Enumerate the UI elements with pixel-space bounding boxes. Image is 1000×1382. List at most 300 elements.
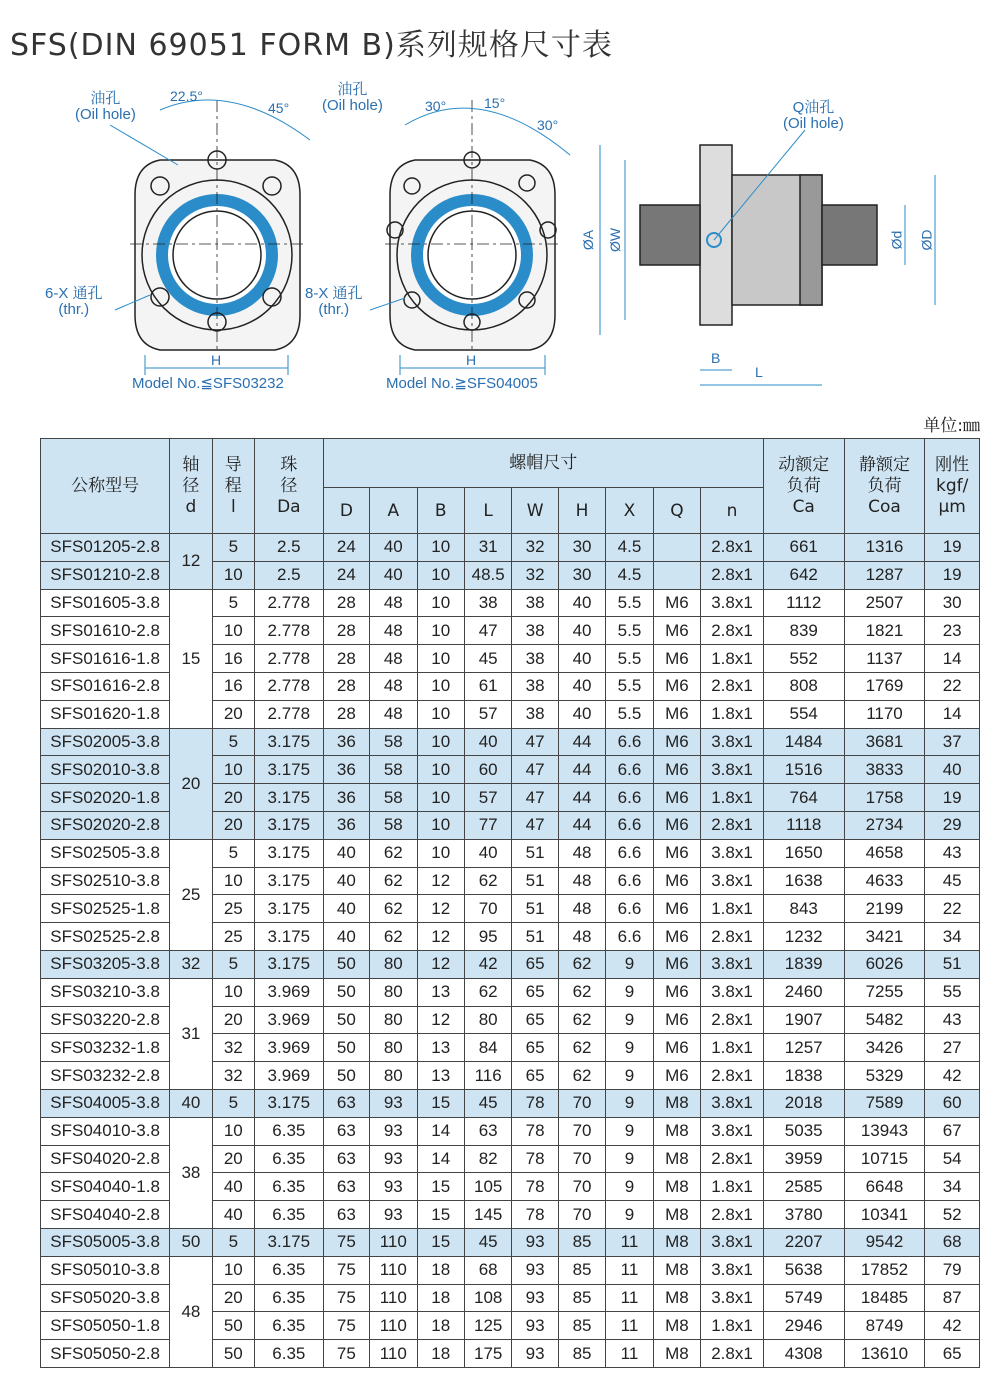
value-cell: 50 — [323, 1006, 369, 1034]
value-cell: 2460 — [763, 978, 844, 1006]
value-cell: 4658 — [844, 839, 925, 867]
shaft-diameter-cell: 50 — [170, 1228, 212, 1256]
value-cell: 764 — [763, 784, 844, 812]
value-cell: 23 — [925, 617, 980, 645]
value-cell: 40 — [558, 589, 605, 617]
table-row — [41, 534, 980, 562]
nut-side-view — [600, 130, 935, 385]
value-cell: 42 — [925, 1062, 980, 1090]
left-angle-a: 22.5° — [170, 88, 203, 104]
value-cell: 110 — [370, 1256, 417, 1284]
model-cell: SFS01210-2.8 — [41, 561, 170, 589]
value-cell: 2507 — [844, 589, 925, 617]
value-cell: 31 — [464, 534, 511, 562]
value-cell: 85 — [558, 1284, 605, 1312]
value-cell: 3.8x1 — [701, 1117, 764, 1145]
shaft-diameter-cell: 32 — [170, 950, 212, 978]
shaft-diameter-cell: 25 — [170, 839, 212, 950]
model-cell: SFS03232-2.8 — [41, 1062, 170, 1090]
value-cell: 5482 — [844, 1006, 925, 1034]
value-cell: M8 — [653, 1228, 700, 1256]
value-cell: 10 — [417, 672, 464, 700]
value-cell: 10 — [212, 867, 254, 895]
value-cell: 47 — [512, 728, 558, 756]
header-ball: 珠 径 Da — [255, 439, 324, 534]
value-cell: 70 — [558, 1145, 605, 1173]
value-cell: 3.175 — [255, 728, 324, 756]
value-cell: 3833 — [844, 756, 925, 784]
value-cell: 93 — [370, 1089, 417, 1117]
value-cell: 75 — [323, 1340, 369, 1368]
value-cell: M6 — [653, 1034, 700, 1062]
value-cell: 38 — [512, 700, 558, 728]
value-cell: 70 — [558, 1117, 605, 1145]
value-cell: 75 — [323, 1284, 369, 1312]
value-cell: 4.5 — [606, 561, 653, 589]
value-cell: 5035 — [763, 1117, 844, 1145]
value-cell: 34 — [925, 923, 980, 951]
value-cell: M6 — [653, 700, 700, 728]
value-cell: 2585 — [763, 1173, 844, 1201]
value-cell: 9 — [606, 978, 653, 1006]
value-cell: 93 — [512, 1284, 558, 1312]
value-cell: 18 — [417, 1312, 464, 1340]
value-cell: 14 — [417, 1117, 464, 1145]
model-cell: SFS02510-3.8 — [41, 867, 170, 895]
value-cell: M6 — [653, 645, 700, 673]
value-cell: 44 — [558, 811, 605, 839]
value-cell: 1316 — [844, 534, 925, 562]
model-cell: SFS05020-3.8 — [41, 1284, 170, 1312]
value-cell: 3.8x1 — [701, 1089, 764, 1117]
value-cell: 20 — [212, 1145, 254, 1173]
model-cell: SFS01616-1.8 — [41, 645, 170, 673]
value-cell: 38 — [512, 672, 558, 700]
shaft-diameter-cell: 38 — [170, 1117, 212, 1228]
value-cell: 8749 — [844, 1312, 925, 1340]
value-cell: 175 — [464, 1340, 511, 1368]
header-Q: Q — [653, 488, 700, 534]
header-nut: 螺帽尺寸 — [323, 439, 763, 488]
value-cell: 1287 — [844, 561, 925, 589]
value-cell: 13943 — [844, 1117, 925, 1145]
value-cell: 16 — [212, 672, 254, 700]
value-cell: 1484 — [763, 728, 844, 756]
model-cell: SFS02525-2.8 — [41, 923, 170, 951]
value-cell: 48 — [558, 923, 605, 951]
value-cell: 22 — [925, 672, 980, 700]
value-cell: 62 — [558, 1006, 605, 1034]
value-cell: 552 — [763, 645, 844, 673]
value-cell: 5 — [212, 728, 254, 756]
value-cell: 10 — [212, 978, 254, 1006]
value-cell: 57 — [464, 784, 511, 812]
value-cell: 18 — [417, 1340, 464, 1368]
value-cell: 38 — [512, 589, 558, 617]
value-cell: 93 — [370, 1145, 417, 1173]
value-cell: 1821 — [844, 617, 925, 645]
value-cell: 10 — [417, 534, 464, 562]
value-cell: 5 — [212, 950, 254, 978]
value-cell — [653, 534, 700, 562]
value-cell: 34 — [925, 1173, 980, 1201]
value-cell: 5329 — [844, 1062, 925, 1090]
value-cell: 80 — [370, 978, 417, 1006]
header-A: A — [370, 488, 417, 534]
value-cell: 62 — [464, 978, 511, 1006]
value-cell: 52 — [925, 1201, 980, 1229]
value-cell: 3.969 — [255, 1006, 324, 1034]
value-cell: 51 — [925, 950, 980, 978]
value-cell: 2.778 — [255, 589, 324, 617]
side-oil-hole-label: Q油孔 (Oil hole) — [783, 99, 844, 132]
value-cell: 11 — [606, 1312, 653, 1340]
value-cell: M6 — [653, 867, 700, 895]
value-cell: 10 — [417, 784, 464, 812]
value-cell: 2.8x1 — [701, 923, 764, 951]
value-cell: 5.5 — [606, 589, 653, 617]
value-cell: 14 — [417, 1145, 464, 1173]
value-cell: 40 — [323, 923, 369, 951]
value-cell: 50 — [212, 1340, 254, 1368]
value-cell: 93 — [512, 1340, 558, 1368]
model-cell: SFS01605-3.8 — [41, 589, 170, 617]
model-cell: SFS02020-1.8 — [41, 784, 170, 812]
value-cell: 47 — [512, 756, 558, 784]
table-row — [41, 978, 980, 1006]
left-holes-label: 6-X 通孔 (thr.) — [45, 285, 103, 318]
value-cell: 3.8x1 — [701, 728, 764, 756]
value-cell: 58 — [370, 811, 417, 839]
value-cell: 63 — [323, 1117, 369, 1145]
value-cell: 7255 — [844, 978, 925, 1006]
value-cell: 2.8x1 — [701, 617, 764, 645]
value-cell: 28 — [323, 589, 369, 617]
left-dim-h: H — [211, 352, 222, 368]
value-cell: 1638 — [763, 867, 844, 895]
value-cell: 85 — [558, 1256, 605, 1284]
value-cell: 2.8x1 — [701, 1006, 764, 1034]
value-cell: 6.35 — [255, 1284, 324, 1312]
value-cell: 10341 — [844, 1201, 925, 1229]
value-cell: 93 — [512, 1256, 558, 1284]
value-cell: 68 — [464, 1256, 511, 1284]
value-cell: 62 — [370, 867, 417, 895]
value-cell: 2734 — [844, 811, 925, 839]
value-cell: 15 — [417, 1201, 464, 1229]
value-cell: 55 — [925, 978, 980, 1006]
value-cell: M6 — [653, 756, 700, 784]
value-cell: 1758 — [844, 784, 925, 812]
value-cell: 6.35 — [255, 1201, 324, 1229]
value-cell: 65 — [512, 950, 558, 978]
value-cell: 2946 — [763, 1312, 844, 1340]
value-cell: 839 — [763, 617, 844, 645]
shaft-diameter-cell: 48 — [170, 1256, 212, 1367]
value-cell: 2.8x1 — [701, 1062, 764, 1090]
value-cell: 9 — [606, 1062, 653, 1090]
value-cell: 2.8x1 — [701, 1340, 764, 1368]
value-cell: 3.8x1 — [701, 1284, 764, 1312]
model-cell: SFS01610-2.8 — [41, 617, 170, 645]
value-cell: 51 — [512, 895, 558, 923]
value-cell: 24 — [323, 561, 369, 589]
value-cell: 36 — [323, 784, 369, 812]
table-row — [41, 1256, 980, 1284]
value-cell: 48 — [558, 839, 605, 867]
value-cell: 5.5 — [606, 645, 653, 673]
value-cell: 93 — [370, 1117, 417, 1145]
value-cell: M8 — [653, 1173, 700, 1201]
value-cell: 47 — [512, 811, 558, 839]
value-cell: 70 — [558, 1201, 605, 1229]
value-cell: 48 — [370, 700, 417, 728]
table-row — [41, 950, 980, 978]
value-cell: 40 — [370, 561, 417, 589]
value-cell: 1.8x1 — [701, 1034, 764, 1062]
value-cell: 38 — [512, 645, 558, 673]
value-cell: 10715 — [844, 1145, 925, 1173]
value-cell: M8 — [653, 1201, 700, 1229]
value-cell: 22 — [925, 895, 980, 923]
value-cell: 43 — [925, 1006, 980, 1034]
value-cell: 3.8x1 — [701, 950, 764, 978]
value-cell: 1.8x1 — [701, 700, 764, 728]
value-cell: 3.175 — [255, 811, 324, 839]
unit-label: 单位:㎜ — [923, 416, 980, 436]
header-lead: 导 程 l — [212, 439, 254, 534]
value-cell: 28 — [323, 645, 369, 673]
header-B: B — [417, 488, 464, 534]
header-X: X — [606, 488, 653, 534]
value-cell: 78 — [512, 1173, 558, 1201]
value-cell: 3.175 — [255, 950, 324, 978]
left-oil-hole-label: 油孔 (Oil hole) — [75, 90, 136, 123]
value-cell: 40 — [558, 617, 605, 645]
value-cell: 40 — [323, 867, 369, 895]
value-cell: 32 — [212, 1062, 254, 1090]
value-cell: 20 — [212, 700, 254, 728]
value-cell: 57 — [464, 700, 511, 728]
value-cell: 51 — [512, 867, 558, 895]
value-cell: 36 — [323, 756, 369, 784]
value-cell: 110 — [370, 1340, 417, 1368]
value-cell: 12 — [417, 1006, 464, 1034]
value-cell: 5 — [212, 589, 254, 617]
value-cell: 70 — [464, 895, 511, 923]
value-cell: 78 — [512, 1089, 558, 1117]
value-cell: 51 — [512, 839, 558, 867]
value-cell: 2.778 — [255, 700, 324, 728]
side-dim-D: ØD — [918, 229, 935, 251]
value-cell: 40 — [558, 700, 605, 728]
value-cell: 2.778 — [255, 672, 324, 700]
model-cell: SFS04005-3.8 — [41, 1089, 170, 1117]
value-cell: 45 — [464, 645, 511, 673]
value-cell: 1232 — [763, 923, 844, 951]
value-cell: 10 — [417, 700, 464, 728]
side-dim-w: ØW — [607, 227, 624, 253]
value-cell: 1112 — [763, 589, 844, 617]
value-cell: 1118 — [763, 811, 844, 839]
value-cell: 40 — [323, 895, 369, 923]
table-row — [41, 589, 980, 617]
value-cell: 20 — [212, 1284, 254, 1312]
model-cell: SFS03232-1.8 — [41, 1034, 170, 1062]
value-cell: 9 — [606, 950, 653, 978]
value-cell: 85 — [558, 1312, 605, 1340]
value-cell: 3.175 — [255, 895, 324, 923]
value-cell: 3.969 — [255, 1034, 324, 1062]
value-cell: 3.175 — [255, 756, 324, 784]
value-cell: 3780 — [763, 1201, 844, 1229]
value-cell: 5 — [212, 1228, 254, 1256]
value-cell: 3.8x1 — [701, 589, 764, 617]
value-cell: 6.6 — [606, 728, 653, 756]
table-row — [41, 1117, 980, 1145]
header-static-load: 静额定 负荷 Coa — [844, 439, 925, 534]
value-cell: 5749 — [763, 1284, 844, 1312]
header-D: D — [323, 488, 369, 534]
value-cell: 70 — [558, 1173, 605, 1201]
side-dim-a: ØA — [580, 229, 597, 251]
value-cell: 15 — [417, 1089, 464, 1117]
value-cell: 40 — [464, 728, 511, 756]
value-cell: 93 — [512, 1228, 558, 1256]
value-cell: 32 — [212, 1034, 254, 1062]
value-cell: 7589 — [844, 1089, 925, 1117]
value-cell: 87 — [925, 1284, 980, 1312]
value-cell: 63 — [464, 1117, 511, 1145]
value-cell: 10 — [417, 839, 464, 867]
value-cell: 62 — [370, 895, 417, 923]
value-cell: 110 — [370, 1312, 417, 1340]
value-cell: 642 — [763, 561, 844, 589]
value-cell: 10 — [212, 1117, 254, 1145]
value-cell: 48.5 — [464, 561, 511, 589]
value-cell: 51 — [512, 923, 558, 951]
value-cell: 40 — [370, 534, 417, 562]
left-angle-b: 45° — [268, 100, 290, 116]
header-n: n — [701, 488, 764, 534]
value-cell: 3426 — [844, 1034, 925, 1062]
model-cell: SFS02525-1.8 — [41, 895, 170, 923]
value-cell: 78 — [512, 1201, 558, 1229]
value-cell: 9 — [606, 1006, 653, 1034]
value-cell: 62 — [370, 923, 417, 951]
value-cell: 10 — [417, 811, 464, 839]
model-cell: SFS01620-1.8 — [41, 700, 170, 728]
value-cell: 78 — [512, 1117, 558, 1145]
value-cell: 65 — [512, 1034, 558, 1062]
value-cell: 37 — [925, 728, 980, 756]
value-cell: 2.778 — [255, 645, 324, 673]
value-cell: 2207 — [763, 1228, 844, 1256]
value-cell: 9542 — [844, 1228, 925, 1256]
value-cell: 6.6 — [606, 839, 653, 867]
value-cell: 6648 — [844, 1173, 925, 1201]
header-shaft: 轴 径 d — [170, 439, 212, 534]
spec-table — [40, 438, 980, 1368]
value-cell: 2199 — [844, 895, 925, 923]
value-cell: 3.175 — [255, 839, 324, 867]
flange-front-view-6-hole — [110, 100, 310, 375]
value-cell: 40 — [558, 672, 605, 700]
model-cell: SFS04040-2.8 — [41, 1201, 170, 1229]
value-cell: 1838 — [763, 1062, 844, 1090]
value-cell: 30 — [925, 589, 980, 617]
value-cell: 40 — [464, 839, 511, 867]
value-cell: 3.8x1 — [701, 839, 764, 867]
value-cell: 11 — [606, 1256, 653, 1284]
value-cell: 3421 — [844, 923, 925, 951]
value-cell: 75 — [323, 1256, 369, 1284]
value-cell: 125 — [464, 1312, 511, 1340]
value-cell: 5.5 — [606, 672, 653, 700]
flange-front-view-8-hole — [370, 100, 570, 375]
value-cell: M6 — [653, 811, 700, 839]
value-cell: 6.6 — [606, 867, 653, 895]
value-cell: 44 — [558, 784, 605, 812]
value-cell: 48 — [370, 589, 417, 617]
value-cell: 12 — [417, 895, 464, 923]
model-cell: SFS01616-2.8 — [41, 672, 170, 700]
value-cell: 18 — [417, 1256, 464, 1284]
value-cell: 19 — [925, 784, 980, 812]
value-cell: 60 — [925, 1089, 980, 1117]
value-cell: 843 — [763, 895, 844, 923]
value-cell: 20 — [212, 784, 254, 812]
value-cell: M6 — [653, 895, 700, 923]
value-cell: 4308 — [763, 1340, 844, 1368]
value-cell: 14 — [925, 700, 980, 728]
value-cell: 145 — [464, 1201, 511, 1229]
value-cell: 2.5 — [255, 534, 324, 562]
model-cell: SFS03210-3.8 — [41, 978, 170, 1006]
value-cell: 38 — [512, 617, 558, 645]
value-cell: 80 — [464, 1006, 511, 1034]
value-cell: 77 — [464, 811, 511, 839]
value-cell: 5 — [212, 1089, 254, 1117]
value-cell: 2.8x1 — [701, 534, 764, 562]
value-cell: 15 — [417, 1173, 464, 1201]
value-cell: 4.5 — [606, 534, 653, 562]
value-cell: 2018 — [763, 1089, 844, 1117]
middle-angle-c: 30° — [537, 117, 559, 133]
value-cell: 50 — [323, 1034, 369, 1062]
value-cell: 3.8x1 — [701, 978, 764, 1006]
header-rigidity: 刚性 kgf/ μm — [925, 439, 980, 534]
value-cell: 3959 — [763, 1145, 844, 1173]
value-cell: 6.35 — [255, 1173, 324, 1201]
value-cell: 11 — [606, 1340, 653, 1368]
value-cell: 1.8x1 — [701, 1173, 764, 1201]
value-cell: 50 — [323, 1062, 369, 1090]
value-cell: 2.8x1 — [701, 1145, 764, 1173]
value-cell: M6 — [653, 1006, 700, 1034]
value-cell: 50 — [323, 950, 369, 978]
value-cell: M6 — [653, 1062, 700, 1090]
model-cell: SFS03205-3.8 — [41, 950, 170, 978]
value-cell: 1.8x1 — [701, 1312, 764, 1340]
value-cell: 1.8x1 — [701, 645, 764, 673]
value-cell: M6 — [653, 728, 700, 756]
value-cell: 1516 — [763, 756, 844, 784]
model-cell: SFS05010-3.8 — [41, 1256, 170, 1284]
value-cell: 3.969 — [255, 978, 324, 1006]
value-cell: 63 — [323, 1201, 369, 1229]
value-cell: 45 — [464, 1228, 511, 1256]
